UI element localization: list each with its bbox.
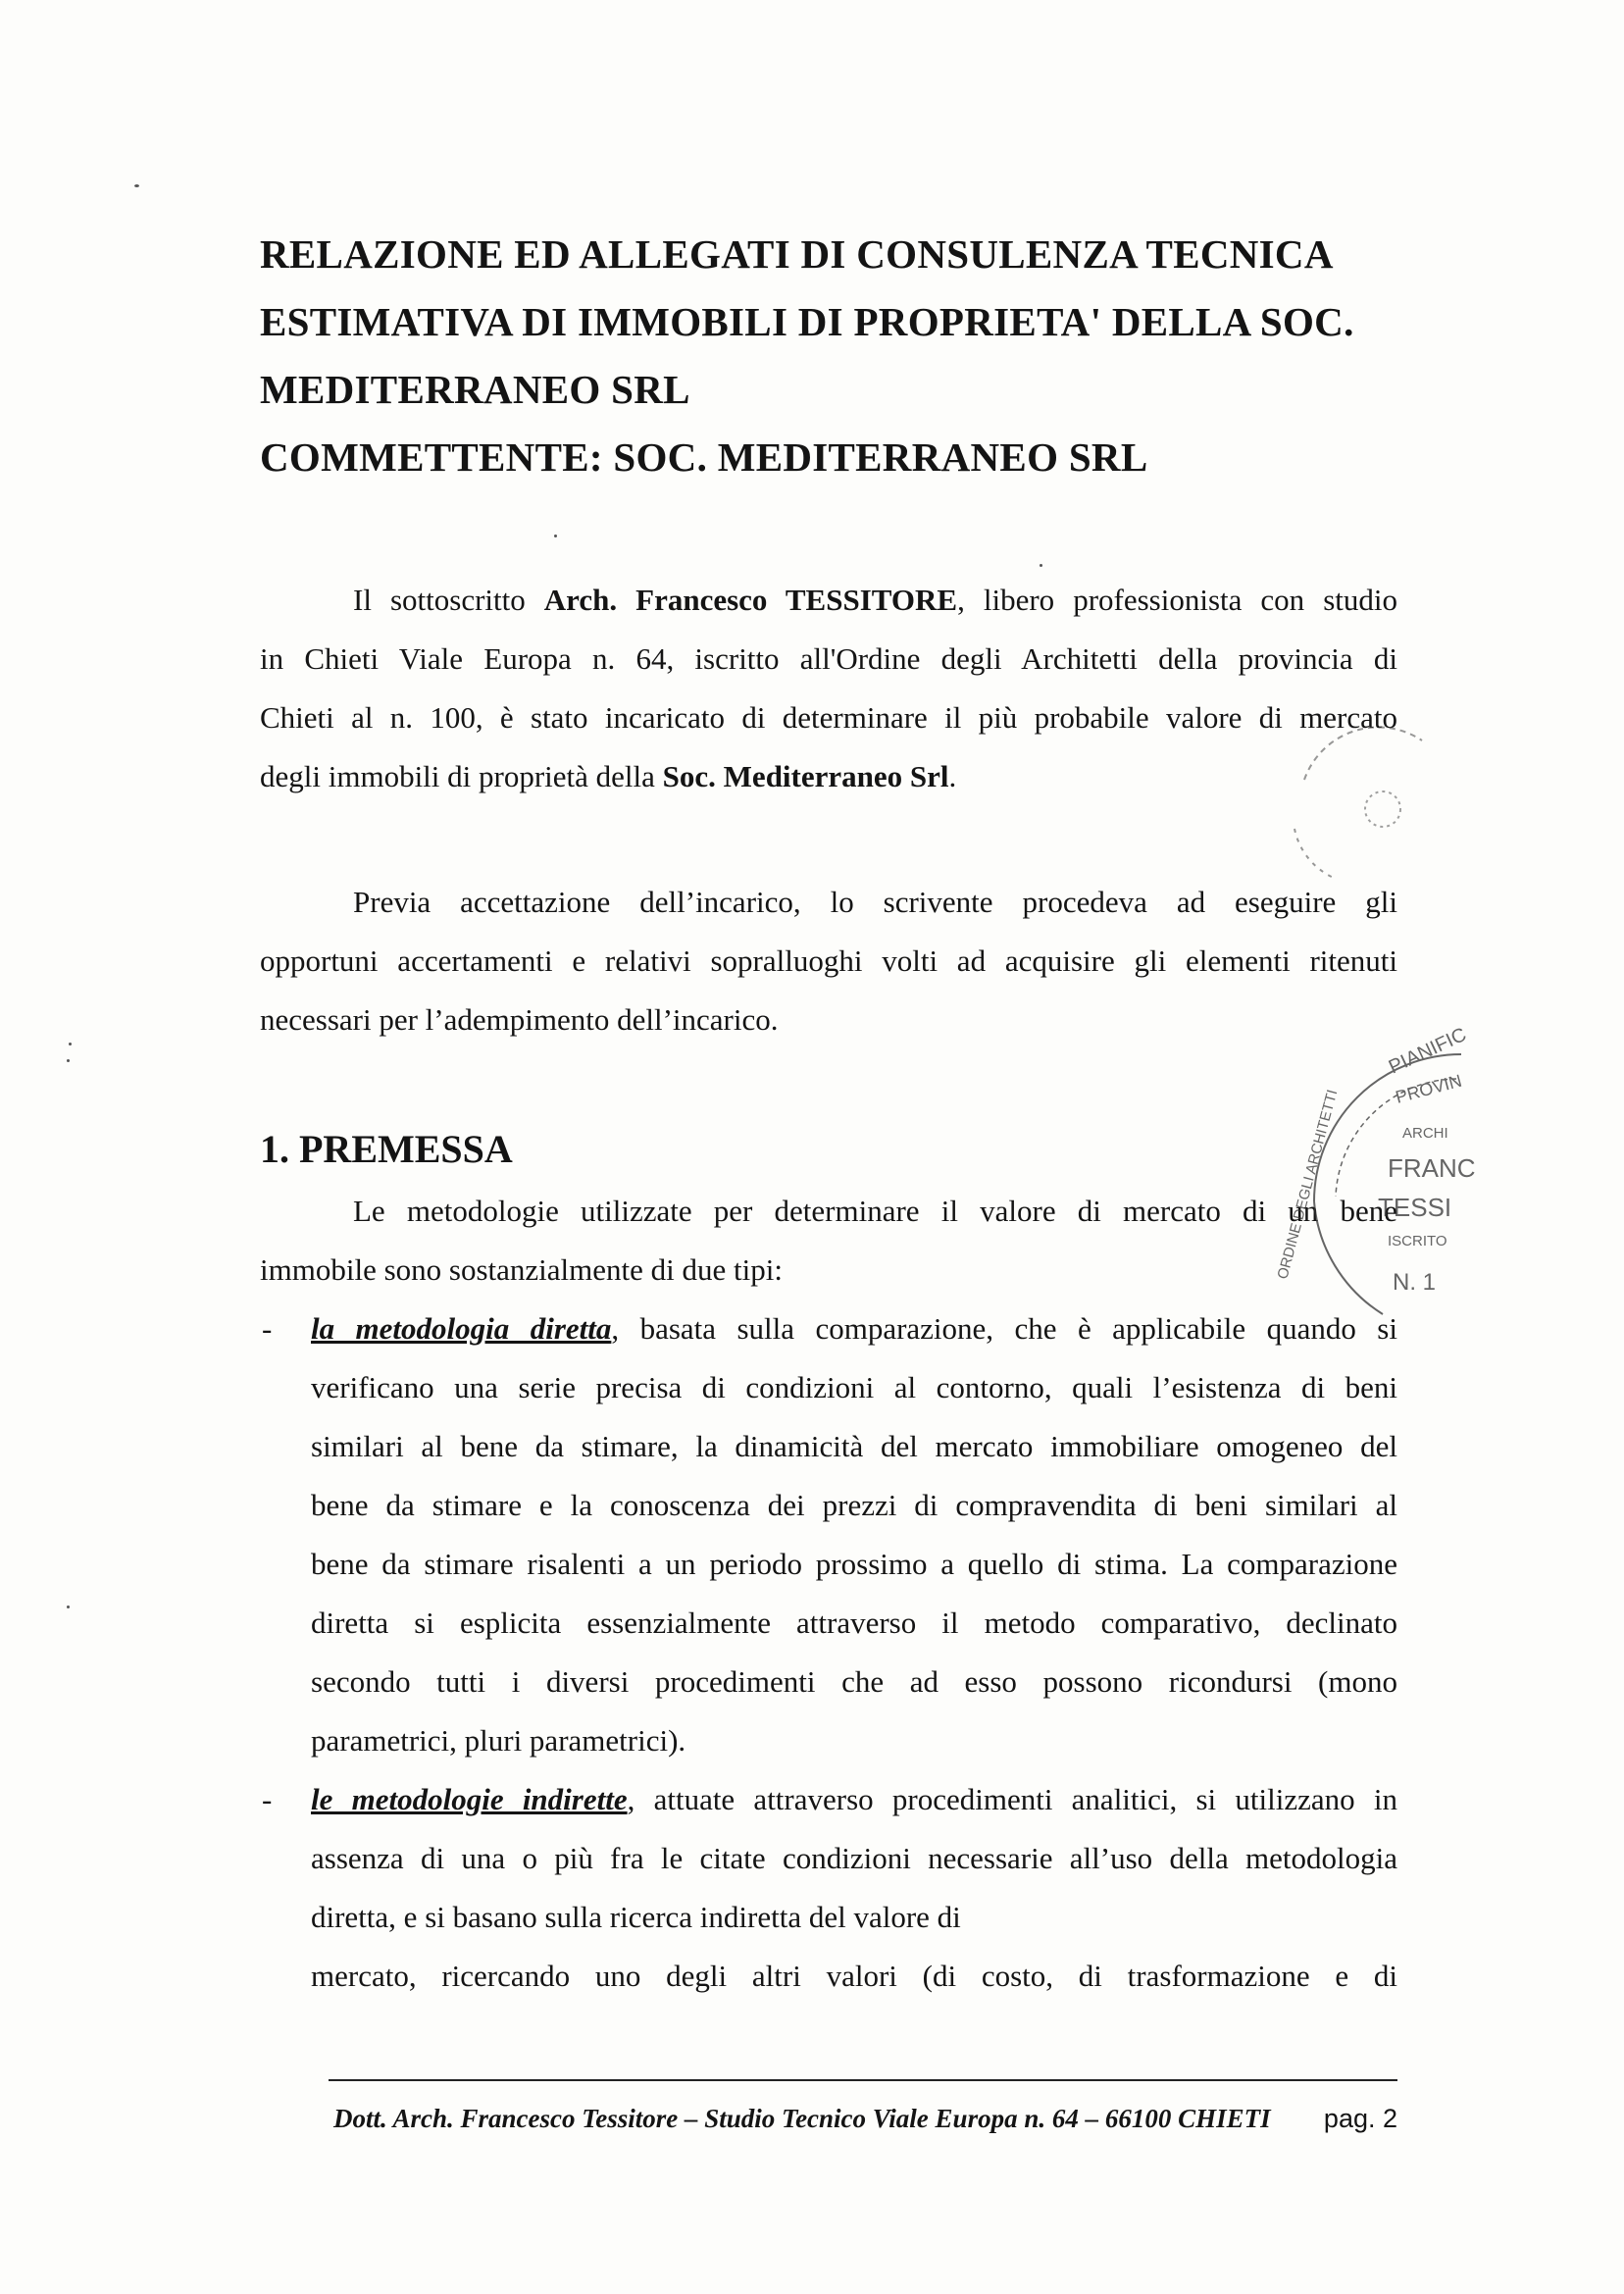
architect-stamp-icon [1274, 1023, 1476, 1319]
premessa-intro [260, 1182, 1397, 1300]
acceptance-paragraph [260, 873, 1397, 1049]
stamp-line: N. 1 [1393, 1269, 1437, 1296]
premessa-line-1: Le metodologie utilizzate per determinare il valore di mercato di un bene [353, 1194, 1397, 1228]
scan-speck [67, 1606, 70, 1608]
title-line-1: RELAZIONE ED ALLEGATI DI CONSULENZA TECNICA [260, 231, 1334, 277]
bullet-line: le metodologie indirette, attuate attraverso procedimenti analitici, si utilizzano in [311, 1782, 1397, 1816]
bullet-indirect-method [260, 1770, 1397, 2006]
intro-line-3: Chieti al n. 100, è stato incaricato di determinare il più probabile valore di mercato [260, 700, 1397, 735]
document-title [260, 221, 1437, 491]
stamp-line: TESSI [1378, 1193, 1452, 1222]
stamp-line: FRANC [1388, 1153, 1476, 1183]
bullet-line: diretta, e si basano sulla ricerca indiretta del valore di [311, 1900, 961, 1934]
stamp-line: PIANIFIC [1385, 1023, 1470, 1079]
scan-speck [134, 184, 139, 187]
bullet-line: bene da stimare risalenti a un periodo prossimo a quello di stima. La comparazione [311, 1547, 1397, 1581]
bullet-line: mercato, ricercando uno degli altri valori (di costo, di trasformazione e di [311, 1959, 1397, 1993]
page-footer [333, 2104, 1397, 2134]
bullet-direct-method [260, 1300, 1397, 1770]
intro-paragraph [260, 571, 1397, 806]
bullet-term: la metodologia diretta [311, 1311, 612, 1346]
scan-speck [554, 535, 557, 537]
stamp-partial-icon [1275, 721, 1442, 897]
scan-speck [67, 1059, 70, 1062]
acceptance-line-2: opportuni accertamenti e relativi sopralluoghi volti ad acquisire gli elementi ritenuti [260, 943, 1397, 978]
author-name: Arch. Francesco TESSITORE [543, 583, 958, 617]
title-line-4: COMMETTENTE: SOC. MEDITERRANEO SRL [260, 434, 1148, 480]
title-line-3: MEDITERRANEO SRL [260, 367, 690, 412]
bullet-line: assenza di una o più fra le citate condizioni necessarie all’uso della metodologia [311, 1841, 1397, 1875]
section-heading: 1. PREMESSA [260, 1127, 513, 1171]
bullet-line: similari al bene da stimare, la dinamicità del mercato immobiliare omogeneo del [311, 1429, 1397, 1463]
page-number: pag. 2 [1323, 2104, 1397, 2133]
stamp-line: ISCRITO [1388, 1233, 1447, 1249]
bullet-line: secondo tutti i diversi procedimenti che ad esso possono ricondursi (mono [311, 1664, 1397, 1699]
footer-divider [329, 2079, 1397, 2081]
bullet-line: bene da stimare e la conoscenza dei prezzi di compravendita di beni similari al [311, 1488, 1397, 1522]
intro-line-4: degli immobili di proprietà della Soc. Mediterraneo Srl. [260, 759, 957, 793]
company-name: Soc. Mediterraneo Srl [662, 759, 949, 793]
acceptance-line-1: Previa accettazione dell’incarico, lo scrivente procedeva ad eseguire gli [353, 885, 1397, 919]
bullet-line: parametrici, pluri parametrici). [311, 1723, 686, 1758]
bullet-line: la metodologia diretta, basata sulla comparazione, che è applicabile quando si [311, 1311, 1397, 1346]
bullet-term: le metodologie indirette [311, 1782, 628, 1816]
bullet-dash: - [262, 1782, 273, 1816]
scan-speck [69, 1043, 72, 1045]
bullet-line: diretta si esplicita essenzialmente attraverso il metodo comparativo, declinato [311, 1606, 1397, 1640]
stamp-line: PROVIN [1393, 1070, 1464, 1107]
premessa-line-2: immobile sono sostanzialmente di due tipi: [260, 1252, 783, 1287]
intro-line-1: Il sottoscritto Arch. Francesco TESSITORE, libero professionista con studio [353, 583, 1397, 617]
footer-text: Dott. Arch. Francesco Tessitore – Studio Tecnico Viale Europa n. 64 – 66100 CHIETI [333, 2104, 1271, 2133]
acceptance-line-3: necessari per l’adempimento dell’incarico. [260, 1002, 779, 1037]
scan-speck [1040, 564, 1042, 567]
bullet-dash: - [262, 1311, 273, 1346]
stamp-ring-text: ORDINE DEGLI ARCHITETTI [1274, 1088, 1342, 1282]
bullet-line: verificano una serie precisa di condizioni al contorno, quali l’esistenza di beni [311, 1370, 1397, 1404]
intro-line-2: in Chieti Viale Europa n. 64, iscritto all'Ordine degli Architetti della provincia di [260, 641, 1397, 676]
stamp-line: ARCHI [1402, 1125, 1448, 1142]
title-line-2: ESTIMATIVA DI IMMOBILI DI PROPRIETA' DELLA SOC. [260, 299, 1354, 344]
